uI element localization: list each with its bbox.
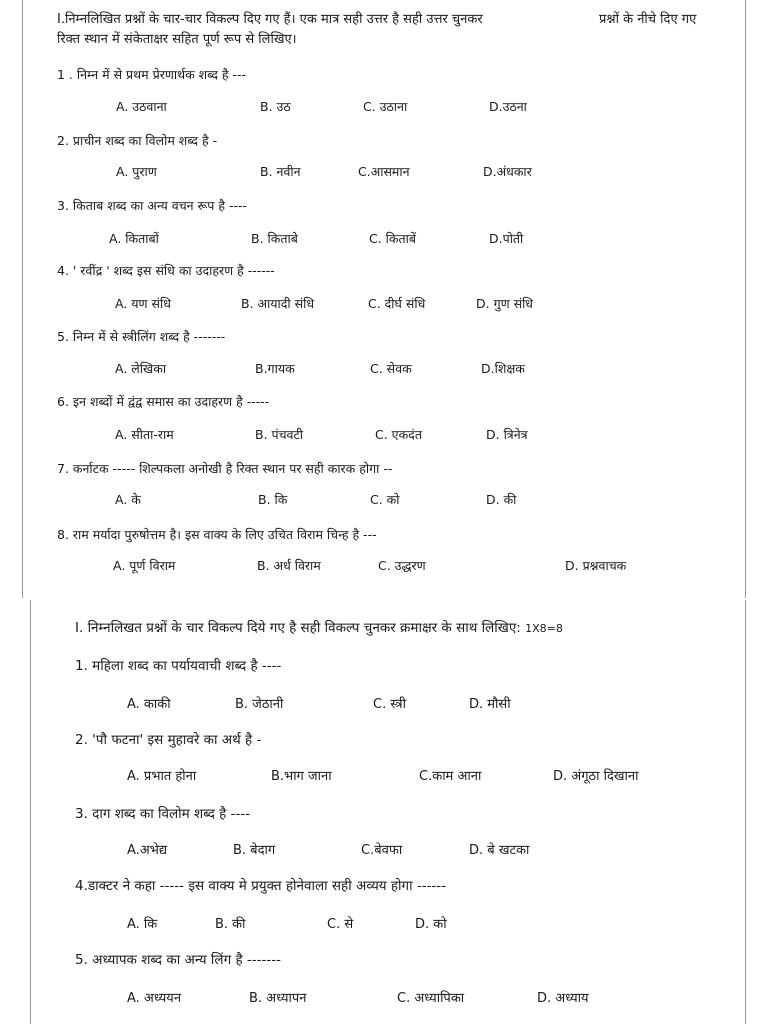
option-b: B. पंचवटी [255,427,304,442]
option-d: D. अंगूठा दिखाना [553,769,639,784]
option-b: B. नवीन [260,164,301,179]
instruction-line-2: रिक्त स्थान में संकेताक्षर सहित पूर्ण रूप से लिखिए। [57,32,297,47]
question-1: 1. महिला शब्द का पर्यायवाची शब्द है ---- [75,658,282,674]
option-c: C. उद्धरण [378,558,426,573]
option-b: B. अर्ध विराम [257,558,321,573]
option-b: B.भाग जाना [271,769,332,784]
option-b: B.गायक [255,361,295,376]
option-d: D. अध्याय [537,991,589,1006]
option-a: A. किताबों [109,231,159,246]
question-8: 8. राम मर्यादा पुरुषोत्तम है। इस वाक्य के लिए उचित विराम चिन्ह है --- [57,527,377,542]
option-d: D.उठना [489,99,527,114]
question-6: 6. इन शब्दों में द्वंद्व समास का उदाहरण है ----- [57,394,270,409]
option-b: B. की [215,917,246,932]
question-4: 4. ' रवींद्र ' शब्द इस संधि का उदाहरण है ------ [57,263,275,278]
question-1: 1 . निम्न में से प्रथम प्रेरणार्थक शब्द है --- [57,67,247,82]
instruction-line-1b: प्रश्नों के नीचे दिए गए [599,12,697,27]
instruction [75,620,563,637]
option-d: D. बे खटका [469,843,530,858]
instruction-text: I. निम्नलिखत प्रश्नों के चार विकल्प दिये गए है सही विकल्प चुनकर क्रमाक्षर के साथ लिखिए: [75,620,521,636]
worksheet-page-1 [22,0,746,598]
option-d: D. को [415,917,447,932]
option-d: D. त्रिनेत्र [486,427,528,442]
option-c: C. किताबें [369,231,417,246]
option-a: A.अभेद्य [127,843,168,858]
option-c: C. से [327,917,354,932]
question-2: 2. प्राचीन शब्द का विलोम शब्द है - [57,133,218,148]
option-d: D.पोती [489,231,524,246]
question-5: 5. अध्यापक शब्द का अन्य लिंग है ------- [75,952,282,968]
option-d: D. मौसी [469,697,511,712]
option-a: A. कि [127,917,158,932]
question-7: 7. कर्नाटक ----- शिल्पकला अनोखी है रिक्त स्थान पर सही कारक होगा -- [57,461,393,476]
option-d: D.शिक्षक [481,361,525,376]
option-c: C. स्त्री [373,697,406,712]
worksheet-page-2 [30,600,746,1024]
option-d: D. की [486,492,517,507]
option-a: A. पुराण [116,164,157,179]
option-c: C. को [370,492,400,507]
option-b: B. कि [258,492,288,507]
option-c: C. सेवक [370,361,412,376]
option-c: C. उठाना [363,99,408,114]
option-a: A. यण संधि [115,296,171,311]
option-a: A. लेखिका [115,361,167,376]
option-a: A. अध्ययन [127,991,182,1006]
option-c: C. अध्यापिका [397,991,465,1006]
option-b: B. बेदाग [233,843,276,858]
option-b: B. आयादी संधि [241,296,315,311]
option-b: B. अध्यापन [249,991,307,1006]
option-c: C.आसमान [358,164,410,179]
option-c: C.बेवफा [361,843,403,858]
option-b: B. किताबे [251,231,298,246]
option-a: A. के [115,492,141,507]
option-a: A. सीता-राम [115,427,174,442]
marks-label: 1X8=8 [525,622,563,635]
option-a: A. पूर्ण विराम [113,558,176,573]
option-d: D.अंधकार [483,164,532,179]
instruction-line-1: I.निम्नलिखित प्रश्नों के चार-चार विकल्प दिए गए हैं। एक मात्र सही उत्तर है सही उत्तर चुनकर [57,12,483,27]
option-d: D. प्रश्नवाचक [565,558,627,573]
option-c: C. दीर्घ संधि [368,296,426,311]
option-a: A. काकी [127,697,171,712]
option-b: B. जेठानी [235,697,284,712]
option-c: C.काम आना [419,769,482,784]
option-d: D. गुण संधि [476,296,533,311]
question-5: 5. निम्न में से स्त्रीलिंग शब्द है ------- [57,329,226,344]
option-c: C. एकदंत [375,427,422,442]
question-3: 3. किताब शब्द का अन्य वचन रूप है ---- [57,198,247,213]
question-4: 4.डाक्टर ने कहा ----- इस वाक्य मे प्रयुक्त होनेवाला सही अव्यय होगा ------ [75,878,447,894]
option-a: A. उठवाना [116,99,167,114]
question-2: 2. 'पौ फटना' इस मुहावरे का अर्थ है - [75,732,262,748]
option-b: B. उठ [260,99,291,114]
option-a: A. प्रभात होना [127,769,197,784]
question-3: 3. दाग शब्द का विलोम शब्द है ---- [75,806,251,822]
